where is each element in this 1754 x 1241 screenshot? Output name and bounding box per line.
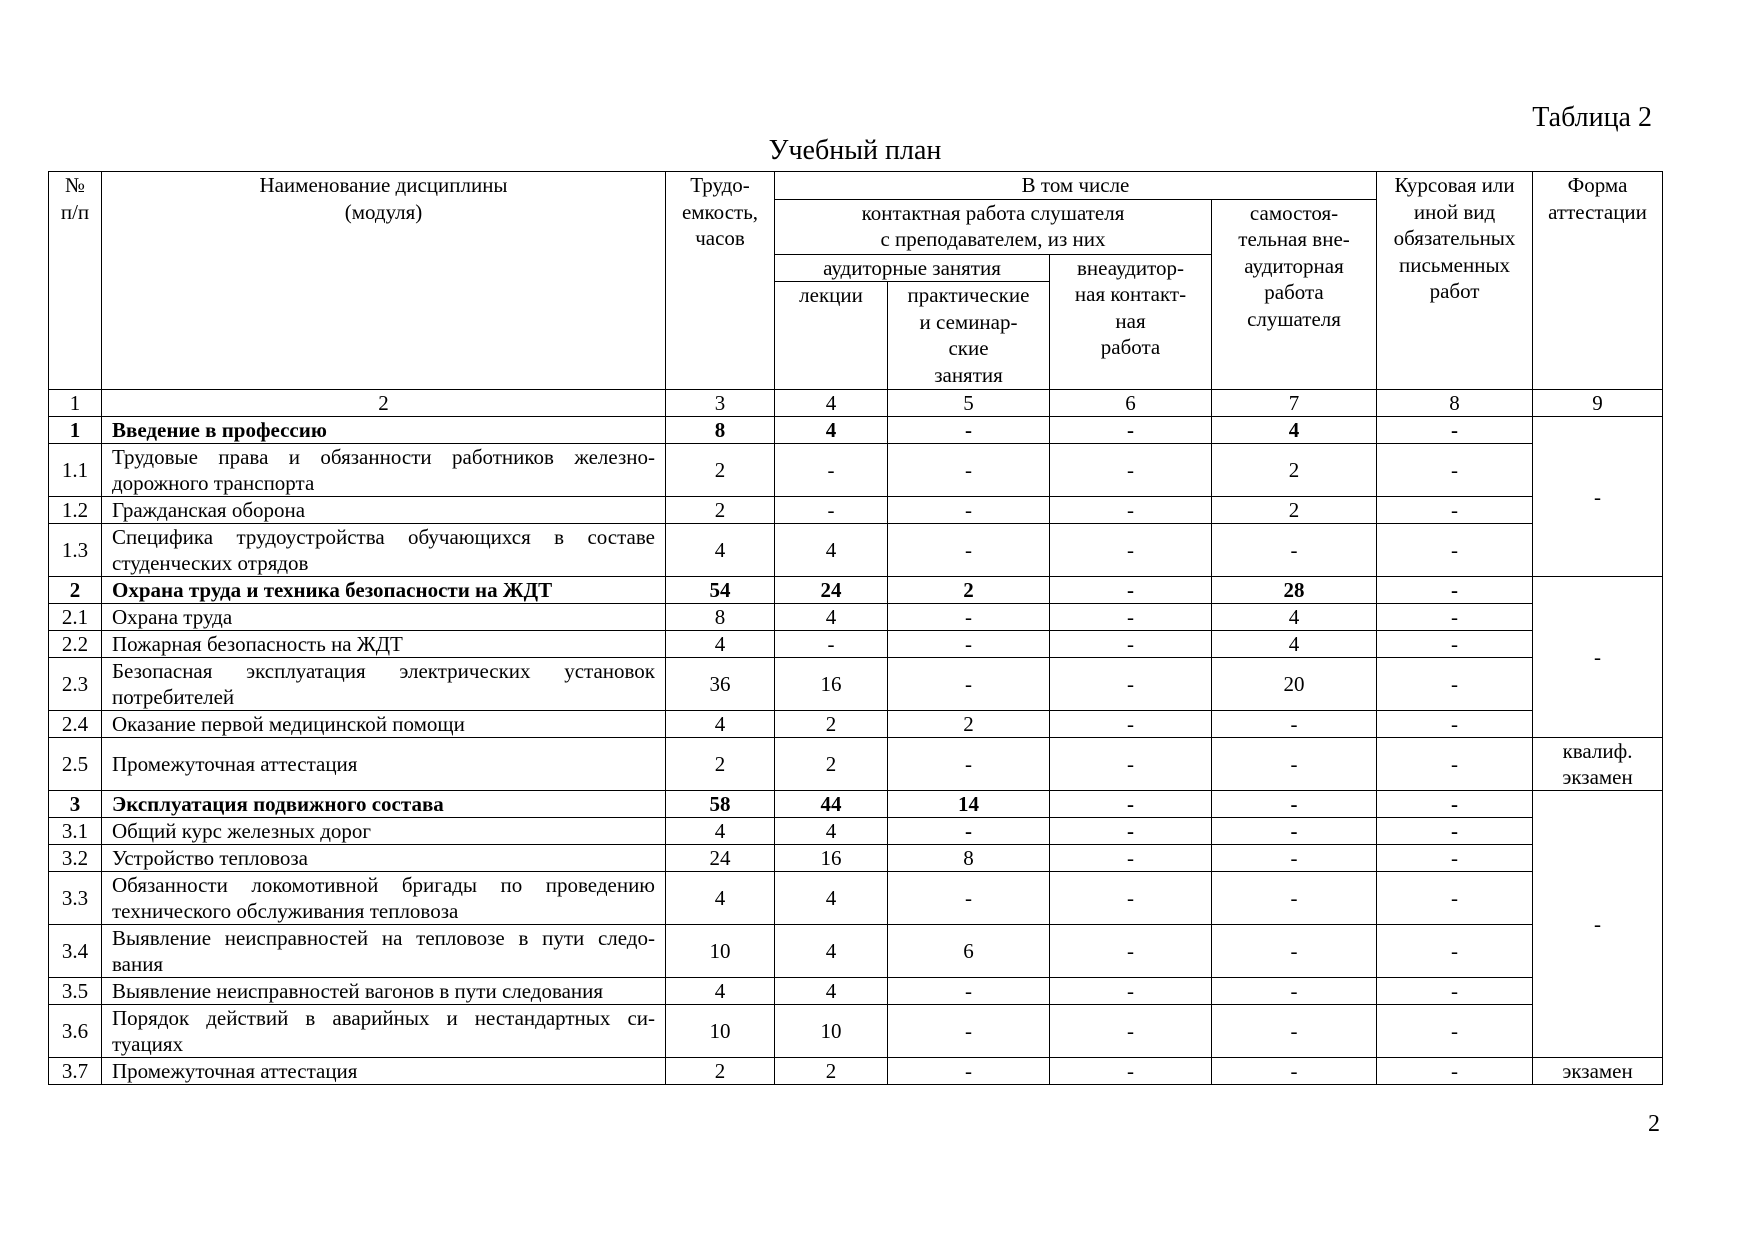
cell-extra: - — [1050, 978, 1212, 1005]
row-num: 2.4 — [49, 711, 102, 738]
discipline-name: Промежуточная аттестация — [102, 1058, 666, 1085]
discipline-name: Гражданская оборона — [102, 497, 666, 524]
row-num: 3.6 — [49, 1005, 102, 1058]
cell-practical: - — [888, 417, 1050, 444]
cell-lectures: 16 — [775, 845, 888, 872]
row-num: 3.2 — [49, 845, 102, 872]
section-row — [49, 577, 1663, 604]
cell-total: 2 — [666, 444, 775, 497]
header-self: самостоя- тельная вне- аудиторная работа слушателя — [1212, 199, 1377, 390]
cell-self: - — [1212, 845, 1377, 872]
cell-course: - — [1377, 818, 1533, 845]
cell-practical: 2 — [888, 711, 1050, 738]
cell-total: 10 — [666, 925, 775, 978]
discipline-name: Эксплуатация подвижного состава — [102, 791, 666, 818]
discipline-name: Промежуточная аттестация — [102, 738, 666, 791]
discipline-name: Порядок действий в аварийных и нестандартных си-туациях — [102, 1005, 666, 1058]
col-number: 1 — [49, 390, 102, 417]
discipline-name: Устройство тепловоза — [102, 845, 666, 872]
cell-total: 54 — [666, 577, 775, 604]
row-num: 1.2 — [49, 497, 102, 524]
discipline-name: Выявление неисправностей на тепловозе в пути следо-вания — [102, 925, 666, 978]
cell-self: 28 — [1212, 577, 1377, 604]
header-contact: контактная работа слушателя с преподавателем, из них — [775, 199, 1212, 254]
cell-practical: - — [888, 631, 1050, 658]
cell-practical: - — [888, 738, 1050, 791]
table-row — [49, 1058, 1663, 1085]
cell-total: 24 — [666, 845, 775, 872]
col-number: 9 — [1533, 390, 1663, 417]
discipline-name: Оказание первой медицинской помощи — [102, 711, 666, 738]
row-num: 2.2 — [49, 631, 102, 658]
cell-self: - — [1212, 524, 1377, 577]
cell-course: - — [1377, 604, 1533, 631]
cell-lectures: 24 — [775, 577, 888, 604]
table-row — [49, 738, 1663, 791]
row-num: 1.3 — [49, 524, 102, 577]
header-form: Форма аттестации — [1533, 172, 1663, 390]
col-number: 5 — [888, 390, 1050, 417]
discipline-name: Трудовые права и обязанности работников железно-дорожного транспорта — [102, 444, 666, 497]
row-num: 3.7 — [49, 1058, 102, 1085]
cell-practical: 8 — [888, 845, 1050, 872]
col-number: 7 — [1212, 390, 1377, 417]
cell-attestation: квалиф. экзамен — [1533, 738, 1663, 791]
table-title: Учебный план — [768, 135, 942, 166]
cell-self: 2 — [1212, 497, 1377, 524]
table-header — [49, 172, 1663, 390]
table-label: Таблица 2 — [1532, 102, 1652, 133]
cell-practical: - — [888, 444, 1050, 497]
header-course: Курсовая или иной вид обязательных письменных работ — [1377, 172, 1533, 390]
row-num: 3.5 — [49, 978, 102, 1005]
row-num: 1.1 — [49, 444, 102, 497]
cell-lectures: 16 — [775, 658, 888, 711]
table-row — [49, 444, 1663, 497]
cell-course: - — [1377, 577, 1533, 604]
cell-total: 4 — [666, 978, 775, 1005]
cell-practical: - — [888, 658, 1050, 711]
col-number: 3 — [666, 390, 775, 417]
cell-lectures: 2 — [775, 1058, 888, 1085]
column-numbers-row — [49, 390, 1663, 417]
row-num: 3.3 — [49, 872, 102, 925]
cell-extra: - — [1050, 791, 1212, 818]
cell-extra: - — [1050, 417, 1212, 444]
cell-self: - — [1212, 738, 1377, 791]
cell-lectures: 2 — [775, 738, 888, 791]
header-classroom: аудиторные занятия — [775, 254, 1050, 282]
table-body — [49, 390, 1663, 1085]
table-row — [49, 1005, 1663, 1058]
cell-extra: - — [1050, 658, 1212, 711]
cell-extra: - — [1050, 604, 1212, 631]
cell-lectures: - — [775, 444, 888, 497]
cell-course: - — [1377, 791, 1533, 818]
discipline-name: Охрана труда и техника безопасности на ЖДТ — [102, 577, 666, 604]
cell-extra: - — [1050, 497, 1212, 524]
cell-practical: 14 — [888, 791, 1050, 818]
cell-course: - — [1377, 417, 1533, 444]
cell-extra: - — [1050, 631, 1212, 658]
cell-self: - — [1212, 1058, 1377, 1085]
cell-extra: - — [1050, 872, 1212, 925]
cell-practical: - — [888, 604, 1050, 631]
cell-extra: - — [1050, 524, 1212, 577]
cell-total: 4 — [666, 631, 775, 658]
cell-course: - — [1377, 978, 1533, 1005]
cell-total: 4 — [666, 818, 775, 845]
header-lectures: лекции — [775, 282, 888, 390]
table-row — [49, 845, 1663, 872]
discipline-name: Безопасная эксплуатация электрических установок потребителей — [102, 658, 666, 711]
header-extra: внеаудитор- ная контакт- ная работа — [1050, 254, 1212, 390]
cell-course: - — [1377, 845, 1533, 872]
cell-lectures: 4 — [775, 818, 888, 845]
cell-practical: - — [888, 1005, 1050, 1058]
cell-lectures: 10 — [775, 1005, 888, 1058]
cell-course: - — [1377, 497, 1533, 524]
cell-total: 36 — [666, 658, 775, 711]
section-row — [49, 417, 1663, 444]
cell-total: 4 — [666, 711, 775, 738]
cell-practical: 6 — [888, 925, 1050, 978]
table-row — [49, 925, 1663, 978]
table-row — [49, 818, 1663, 845]
cell-extra: - — [1050, 925, 1212, 978]
cell-attestation: - — [1533, 791, 1663, 1058]
cell-self: 2 — [1212, 444, 1377, 497]
cell-lectures: 4 — [775, 925, 888, 978]
cell-self: - — [1212, 1005, 1377, 1058]
cell-extra: - — [1050, 1005, 1212, 1058]
cell-course: - — [1377, 631, 1533, 658]
cell-course: - — [1377, 711, 1533, 738]
discipline-name: Введение в профессию — [102, 417, 666, 444]
header-num: № п/п — [49, 172, 102, 390]
cell-self: 20 — [1212, 658, 1377, 711]
cell-attestation: - — [1533, 417, 1663, 577]
cell-lectures: - — [775, 631, 888, 658]
cell-course: - — [1377, 524, 1533, 577]
cell-self: 4 — [1212, 604, 1377, 631]
cell-lectures: 44 — [775, 791, 888, 818]
row-num: 2.1 — [49, 604, 102, 631]
cell-self: - — [1212, 872, 1377, 925]
cell-practical: - — [888, 978, 1050, 1005]
row-num: 2.5 — [49, 738, 102, 791]
cell-lectures: 4 — [775, 978, 888, 1005]
discipline-name: Общий курс железных дорог — [102, 818, 666, 845]
row-num: 3 — [49, 791, 102, 818]
cell-total: 10 — [666, 1005, 775, 1058]
col-number: 6 — [1050, 390, 1212, 417]
col-number: 8 — [1377, 390, 1533, 417]
section-row — [49, 791, 1663, 818]
cell-attestation: - — [1533, 577, 1663, 738]
table-row — [49, 872, 1663, 925]
cell-attestation: экзамен — [1533, 1058, 1663, 1085]
cell-practical: - — [888, 818, 1050, 845]
cell-course: - — [1377, 658, 1533, 711]
cell-total: 8 — [666, 604, 775, 631]
cell-self: - — [1212, 978, 1377, 1005]
cell-total: 4 — [666, 872, 775, 925]
cell-total: 2 — [666, 497, 775, 524]
header-name: Наименование дисциплины (модуля) — [102, 172, 666, 390]
header-including: В том числе — [775, 172, 1377, 200]
cell-total: 58 — [666, 791, 775, 818]
cell-practical: - — [888, 497, 1050, 524]
cell-total: 2 — [666, 1058, 775, 1085]
cell-self: - — [1212, 791, 1377, 818]
table-row — [49, 631, 1663, 658]
cell-extra: - — [1050, 845, 1212, 872]
table-row — [49, 658, 1663, 711]
cell-practical: - — [888, 872, 1050, 925]
discipline-name: Пожарная безопасность на ЖДТ — [102, 631, 666, 658]
cell-self: - — [1212, 711, 1377, 738]
cell-extra: - — [1050, 444, 1212, 497]
discipline-name: Обязанности локомотивной бригады по проведению технического обслуживания тепловоза — [102, 872, 666, 925]
cell-lectures: - — [775, 497, 888, 524]
row-num: 3.1 — [49, 818, 102, 845]
cell-lectures: 4 — [775, 524, 888, 577]
curriculum-table — [48, 171, 1663, 1085]
table-row — [49, 497, 1663, 524]
cell-lectures: 4 — [775, 604, 888, 631]
row-num: 3.4 — [49, 925, 102, 978]
header-labor: Трудо- емкость, часов — [666, 172, 775, 390]
cell-practical: 2 — [888, 577, 1050, 604]
row-num: 2 — [49, 577, 102, 604]
table-row — [49, 524, 1663, 577]
col-number: 4 — [775, 390, 888, 417]
table-row — [49, 604, 1663, 631]
cell-self: 4 — [1212, 417, 1377, 444]
cell-lectures: 2 — [775, 711, 888, 738]
discipline-name: Специфика трудоустройства обучающихся в составе студенческих отрядов — [102, 524, 666, 577]
cell-course: - — [1377, 1005, 1533, 1058]
cell-total: 8 — [666, 417, 775, 444]
table-row — [49, 711, 1663, 738]
cell-lectures: 4 — [775, 417, 888, 444]
cell-extra: - — [1050, 577, 1212, 604]
cell-practical: - — [888, 1058, 1050, 1085]
header-practical: практические и семинар- ские занятия — [888, 282, 1050, 390]
cell-course: - — [1377, 738, 1533, 791]
cell-course: - — [1377, 1058, 1533, 1085]
cell-course: - — [1377, 444, 1533, 497]
discipline-name: Выявление неисправностей вагонов в пути следования — [102, 978, 666, 1005]
cell-extra: - — [1050, 1058, 1212, 1085]
cell-extra: - — [1050, 738, 1212, 791]
col-number: 2 — [102, 390, 666, 417]
row-num: 2.3 — [49, 658, 102, 711]
page-number: 2 — [1648, 1111, 1660, 1137]
table-row — [49, 978, 1663, 1005]
cell-self: 4 — [1212, 631, 1377, 658]
cell-self: - — [1212, 925, 1377, 978]
cell-total: 2 — [666, 738, 775, 791]
cell-practical: - — [888, 524, 1050, 577]
cell-lectures: 4 — [775, 872, 888, 925]
cell-extra: - — [1050, 711, 1212, 738]
row-num: 1 — [49, 417, 102, 444]
cell-total: 4 — [666, 524, 775, 577]
cell-course: - — [1377, 925, 1533, 978]
cell-self: - — [1212, 818, 1377, 845]
cell-extra: - — [1050, 818, 1212, 845]
discipline-name: Охрана труда — [102, 604, 666, 631]
cell-course: - — [1377, 872, 1533, 925]
